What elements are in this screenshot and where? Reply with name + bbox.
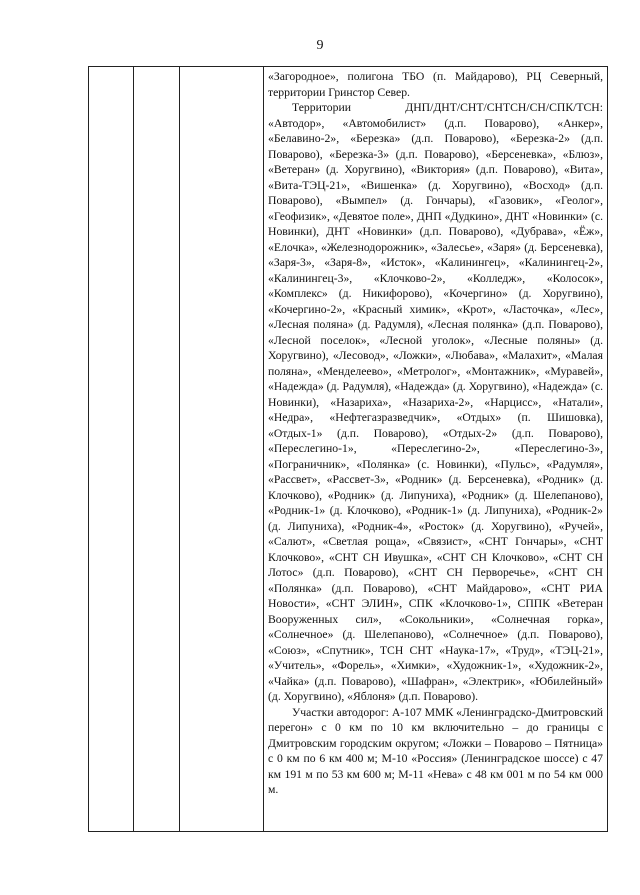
territory-list-cell [268,69,603,798]
column-divider [179,67,180,831]
paragraph-territories: Территории ДНП/ДНТ/СНТ/СНТСН/СН/СПК/ТСН: «Автодор», «Автомобилист» (д.п. Поварово), «Анкер», «Белавино-2», «Березка» (д.п. Поварово), «Березка-2» (д.п. Поварово), «Березка-3» (д.п. Поварово), «Берсеневка», «Блюз», «Ветеран» (д. Хоругвино), «Виктория» (д.п. Поварово), «Вита», «Вита-ТЭЦ-21», «Вишенка» (д. Хоругвино), «Восход» (д.п. Поварово), «Вымпел» (д. Гончары), «Газовик», «Геолог», «Геофизик», «Девятое поле», ДНП «Дудкино», ДНТ «Новинки» (с. Новинки), ДНТ «Новинки» (д.п. Поварово), «Дубрава», «Ёж», «Елочка», «Железнодорожник», «Залесье», «Заря» (д. Берсеневка), «Заря-3», «Заря-8», «Исток», «Калинингец», «Калинингец-2», «Калинингец-3», «Клочково-2», «Колледж», «Колосок», «Комплекс» (д. Никифорово), «Кочергино» (д. Хоругвино), «Кочергино-2», «Красный химик», «Крот», «Ласточка», «Лес», «Лесная поляна» (д. Радумля), «Лесная полянка» (д.п. Поварово), «Лесной поселок», «Лесной уголок», «Лесные поляны» (д. Хоругвино), «Лесовод», «Ложки», «Любава», «Малахит», «Малая поляна», «Менделеево», «Метролог», «Монтажник», «Муравей», «Надежда» (д. Радумля), «Надежда» (д. Хоругвино), «Надежда» (с. Новинки), «Назариха», «Назариха-2», «Нарцисс», «Натали», «Недра», «Нефтегазразведчик», «Отдых» (п. Шишовка), «Отдых-1» (д.п. Поварово), «Отдых-2» (д.п. Поварово), «Переслегино-1», «Переслегино-2», «Переслегино-3», «Пограничник», «Полянка» (с. Новинки), «Пульс», «Радумля», «Рассвет», «Рассвет-3», «Родник» (д. Берсеневка), «Родник» (д. Клочково), «Родник» (д. Липуниха), «Родник» (д. Шелепаново), «Родник-1» (д. Клочково), «Родник-1» (д. Липуниха), «Родник-2» (д. Липуниха), «Родник-4», «Росток» (д. Хоругвино), «Ручей», «Салют», «Светлая роща», «Связист», «СНТ Гончары», «СНТ Клочково», «СНТ СН Ивушка», «СНТ СН Клочково», «СНТ СН Лотос» (д.п. Поварово), «СНТ СН Перворечье», «СНТ СН «Полянка» (д.п. Поварово), «СНТ Майдарово», «СНТ РИА Новости», «СНТ ЭЛИН», СПК «Клочково-1», СППК «Ветеран Вооруженных сил», «Сокольники», «Солнечная горка», «Солнечное» (д. Шелепаново), «Солнечное» (д.п. Поварово), «Союз», «Спутник», ТСН СНТ «Наука-17», «Труд», «ТЭЦ-21», «Учитель», «Форель», «Химки», «Художник-1», «Художник-2», «Чайка» (д.п. Поварово), «Шафран», «Электрик», «Юбилейный» (д. Хоругвино), «Яблоня» (д.п. Поварово). [268,101,603,703]
column-divider [263,67,264,831]
column-divider [133,67,134,831]
document-table [88,66,608,832]
paragraph-road-sections: Участки автодорог: А-107 ММК «Ленинградско-Дмитровский перегон» с 0 км по 10 км включительно – до границы с Дмитровским городским округом; «Ложки – Поварово – Пятница» с 0 км по 6 км 400 м; М-10 «Россия» (Ленинградское шоссе) с 47 км 191 м по 53 км 600 м; М-11 «Нева» с 48 км 001 м по 54 км 000 м. [268,705,603,796]
page-number: 9 [316,38,324,53]
paragraph-continuation: «Загородное», полигона ТБО (п. Майдарово), РЦ Северный, территории Гринстор Север. [268,70,603,99]
